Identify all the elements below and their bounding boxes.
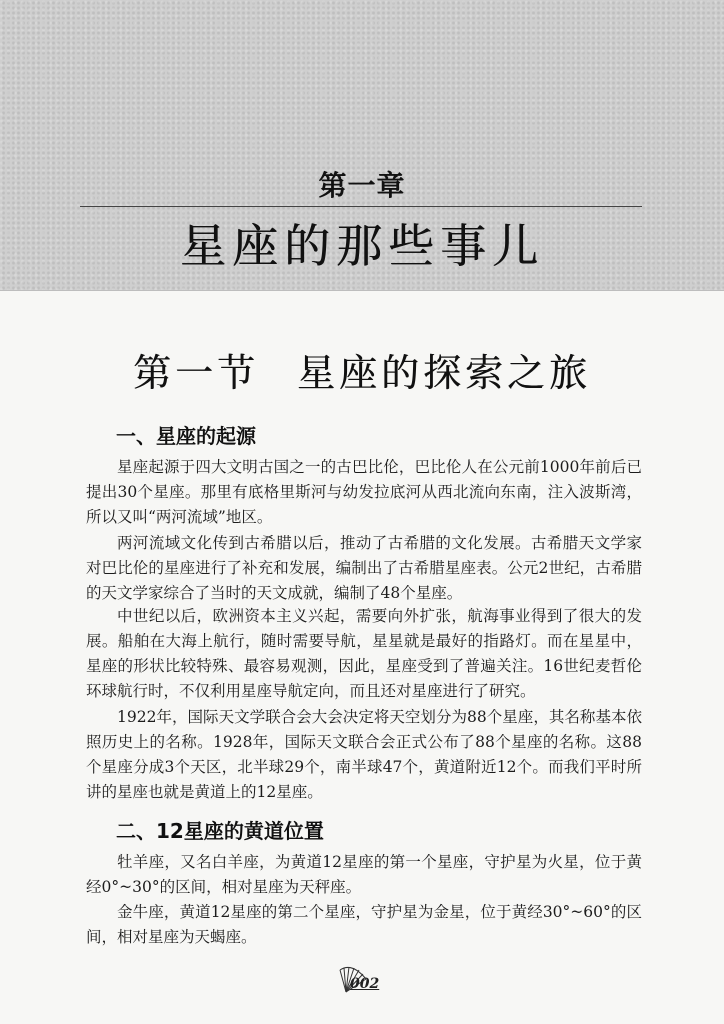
body-paragraph: 星座起源于四大文明古国之一的古巴比伦，巴比伦人在公元前1000年前后已提出30个星座。那里有底格里斯河与幼发拉底河从西北流向东南，注入波斯湾，所以又叫“两河流域”地区。 [86, 458, 642, 526]
section-number: 第一节 [132, 351, 259, 395]
page-number: 002 [350, 976, 380, 992]
body-paragraph: 牡羊座，又名白羊座，为黄道12星座的第一个星座，守护星为火星，位于黄经0°~30°的区间，相对星座为天秤座。 [86, 853, 642, 896]
page-number-block [338, 964, 388, 996]
subsection-heading: 二、12星座的黄道位置 [116, 819, 324, 843]
section-name: 星座的探索之旅 [297, 351, 592, 395]
body-paragraph: 两河流域文化传到古希腊以后，推动了古希腊的文化发展。古希腊天文学家对巴比伦的星座进行了补充和发展，编制出了古希腊星座表。公元2世纪，古希腊的天文学家综合了当时的天文成就，编制了48个星座。 [86, 534, 642, 602]
section-title [0, 342, 724, 397]
chapter-label: 第一章 [318, 169, 406, 202]
body-paragraph: 金牛座，黄道12星座的第二个星座，守护星为金星，位于黄经30°~60°的区间，相对星座为天蝎座。 [86, 903, 642, 946]
subsection-heading: 一、星座的起源 [116, 424, 256, 448]
chapter-divider [80, 206, 642, 207]
chapter-title: 星座的那些事儿 [180, 219, 544, 273]
body-paragraph: 中世纪以后，欧洲资本主义兴起，需要向外扩张，航海事业得到了很大的发展。船舶在大海上航行，随时需要导航，星星就是最好的指路灯。而在星星中，星座的形状比较特殊、最容易观测，因此，星座受到了普遍关注。16世纪麦哲伦环球航行时，不仅利用星座导航定向，而且还对星座进行了研究。 [86, 607, 642, 700]
body-paragraph: 1922年，国际天文学联合会大会决定将天空划分为88个星座，其名称基本依照历史上的名称。1928年，国际天文联合会正式公布了88个星座的名称。这88个星座分成3个天区，北半球29个，南半球47个，黄道附近12个。而我们平时所讲的星座也就是黄道上的12星座。 [86, 708, 642, 801]
